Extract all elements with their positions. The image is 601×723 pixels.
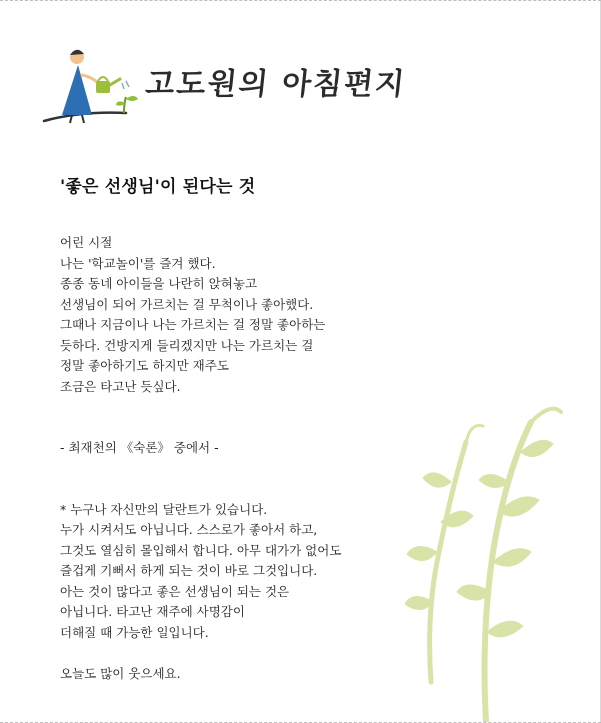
comment-line: 그것도 열심히 몰입해서 합니다. 아무 대가가 없어도 <box>60 542 342 558</box>
page-title: '좋은 선생님'이 된다는 것 <box>60 177 256 197</box>
comment-line: 더해질 때 가능한 일입니다. <box>60 624 209 640</box>
source-citation: - 최재천의 《숙론》 중에서 - <box>60 440 219 455</box>
poem-line: 그때나 지금이나 나는 가르치는 걸 정말 좋아하는 <box>60 317 326 332</box>
poem-line: 정말 좋아하기도 하지만 재주도 <box>60 358 229 373</box>
poem-line: 종종 동네 아이들을 나란히 앉혀놓고 <box>60 276 258 291</box>
poem-line: 나는 '학교놀이'를 즐겨 했다. <box>60 255 216 271</box>
comment-line: * 누구나 자신만의 달란트가 있습니다. <box>60 501 268 517</box>
comment-line: 누가 시켜서도 아닙니다. 스스로가 좋아서 하고, <box>60 522 318 537</box>
poem-line: 조금은 타고난 듯싶다. <box>60 378 181 394</box>
header-logo <box>40 41 420 131</box>
comment-line: 즐겁게 기뻐서 하게 되는 것이 바로 그것입니다. <box>60 563 318 578</box>
poem-line: 듯하다. 건방지게 들리겠지만 나는 가르치는 걸 <box>60 337 314 353</box>
poem-line: 선생님이 되어 가르치는 걸 무척이나 좋아했다. <box>60 296 314 312</box>
gardener-illustration-icon <box>40 41 150 131</box>
logo-title: 고도원의 아침편지 <box>143 67 408 102</box>
comment-line: 아닙니다. 타고난 재주에 사명감이 <box>60 604 245 619</box>
closing-greeting: 오늘도 많이 웃으세요. <box>60 665 181 681</box>
comment-line: 아는 것이 많다고 좋은 선생님이 되는 것은 <box>60 583 290 599</box>
poem-line: 어린 시절 <box>60 235 113 250</box>
letter-body <box>60 233 420 684</box>
